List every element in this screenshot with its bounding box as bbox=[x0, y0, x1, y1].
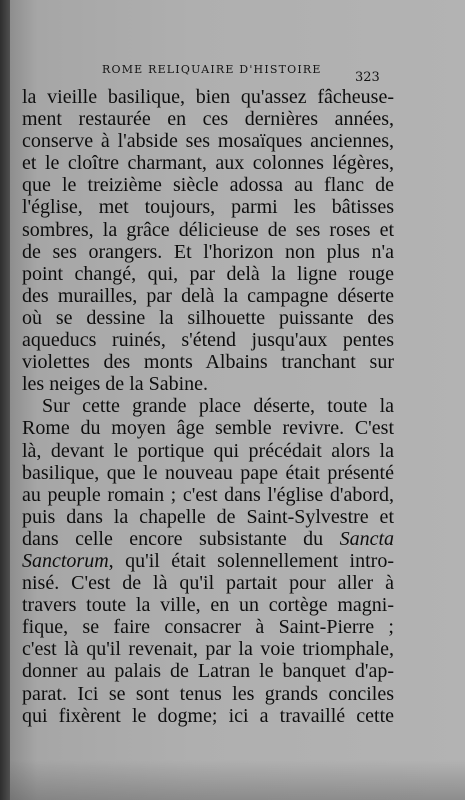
text-line-with-italic bbox=[22, 528, 394, 550]
text-line: sombres, la grâce délicieuse de ses roses et bbox=[22, 218, 394, 241]
text-line: c'est là qu'il revenait, par la voie triomphale, bbox=[22, 638, 394, 661]
text-line: donner au palais de Latran le banquet d'ap- bbox=[22, 660, 394, 683]
running-head: ROME RELIQUAIRE D'HISTOIRE bbox=[102, 63, 322, 76]
text-line: que le treizième siècle adossa au flanc de bbox=[22, 174, 394, 197]
scan-edge-fade bbox=[10, 760, 465, 800]
text-line: l'église, met toujours, parmi les bâtisses bbox=[22, 196, 394, 219]
text-line: ment restaurée en ces dernières années, bbox=[22, 108, 394, 131]
text-line: et le cloître charmant, aux colonnes légères, bbox=[22, 152, 394, 175]
page-number: 323 bbox=[355, 70, 380, 85]
book-page bbox=[10, 0, 465, 800]
text-line: parat. Ici se sont tenus les grands conciles bbox=[22, 682, 394, 705]
text-line: des murailles, par delà la campagne déserte bbox=[22, 284, 394, 307]
text-line: conserve à l'abside ses mosaïques anciennes, bbox=[22, 130, 394, 153]
text-line: où se dessine la silhouette puissante des bbox=[22, 306, 394, 329]
body-text bbox=[22, 86, 394, 727]
text-line: point changé, qui, par delà la ligne rouge bbox=[22, 262, 394, 285]
text-segment: dans celle encore subsistante du bbox=[22, 527, 340, 550]
text-line: fique, se faire consacrer à Saint-Pierre ; bbox=[22, 616, 394, 639]
text-line: Sanctorum, qu'il était solennellement intro- bbox=[22, 549, 394, 572]
text-line: basilique, que le nouveau pape était présenté bbox=[22, 461, 394, 484]
text-line: nisé. C'est de là qu'il partait pour aller à bbox=[22, 572, 394, 595]
text-line: la vieille basilique, bien qu'assez fâcheuse- bbox=[22, 86, 394, 108]
paragraph-start-line: Sur cette grande place déserte, toute la bbox=[42, 395, 394, 418]
italic-term: Sancta bbox=[339, 527, 394, 550]
text-line: qui fixèrent le dogme; ici a travaillé cette bbox=[22, 704, 394, 727]
italic-term: Sanctorum bbox=[22, 549, 109, 572]
text-line: là, devant le portique qui précédait alors la bbox=[22, 439, 394, 462]
text-line: violettes des monts Albains tranchant sur bbox=[22, 351, 394, 374]
text-line: de ses orangers. Et l'horizon non plus n'a bbox=[22, 240, 394, 263]
text-line: Rome du moyen âge semble revivre. C'est bbox=[22, 417, 394, 440]
text-line: puis dans la chapelle de Saint-Sylvestre et bbox=[22, 505, 394, 528]
text-line: aqueducs ruinés, s'étend jusqu'aux pentes bbox=[22, 329, 394, 352]
paragraph-end-line: les neiges de la Sabine. bbox=[22, 373, 209, 396]
text-line: au peuple romain ; c'est dans l'église d'abord, bbox=[22, 483, 394, 506]
text-line: travers toute la ville, en un cortège magni- bbox=[22, 594, 394, 617]
